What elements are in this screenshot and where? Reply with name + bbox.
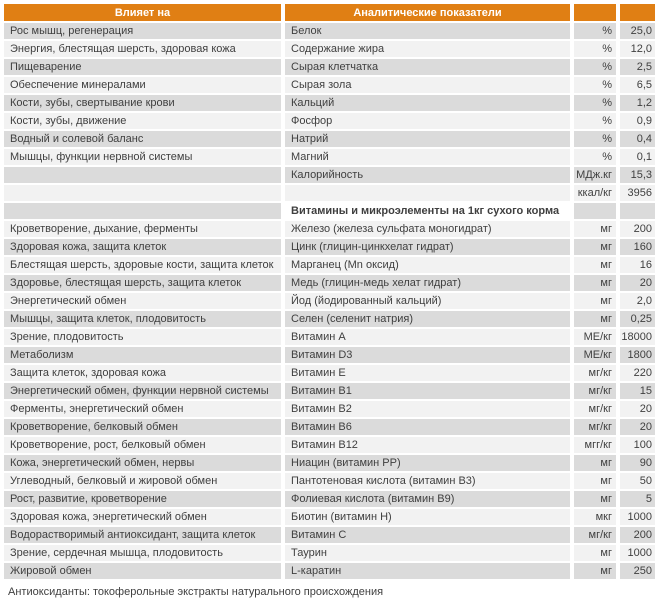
affects-cell: Кости, зубы, свертывание крови <box>4 95 281 111</box>
unit-cell: мг <box>574 311 616 327</box>
affects-cell <box>4 185 281 201</box>
affects-cell: Жировой обмен <box>4 563 281 579</box>
column-header-affects: Влияет на <box>4 4 281 21</box>
indicator-cell: Натрий <box>285 131 570 147</box>
affects-cell: Кроветворение, белковый обмен <box>4 419 281 435</box>
value-cell: 50 <box>620 473 655 489</box>
affects-cell: Защита клеток, здоровая кожа <box>4 365 281 381</box>
section-header-row <box>4 203 655 219</box>
unit-cell: мг <box>574 473 616 489</box>
table-row <box>4 473 655 489</box>
value-cell: 18000 <box>620 329 655 345</box>
indicator-cell: L-каратин <box>285 563 570 579</box>
unit-cell: % <box>574 77 616 93</box>
indicator-cell: Белок <box>285 23 570 39</box>
unit-cell: МЕ/кг <box>574 329 616 345</box>
affects-cell: Зрение, плодовитость <box>4 329 281 345</box>
value-cell: 0,4 <box>620 131 655 147</box>
indicator-cell <box>285 185 570 201</box>
table-row <box>4 275 655 291</box>
table-row <box>4 311 655 327</box>
table-body <box>4 23 655 579</box>
affects-cell <box>4 167 281 183</box>
table-row <box>4 455 655 471</box>
table-row <box>4 347 655 363</box>
unit-cell: % <box>574 59 616 75</box>
indicator-cell: Пантотеновая кислота (витамин В3) <box>285 473 570 489</box>
value-cell: 5 <box>620 491 655 507</box>
indicator-cell: Цинк (глицин-цинкхелат гидрат) <box>285 239 570 255</box>
indicator-cell: Витамин Е <box>285 365 570 381</box>
table-row <box>4 131 655 147</box>
unit-cell: мг/кг <box>574 419 616 435</box>
affects-cell: Энергетический обмен <box>4 293 281 309</box>
unit-cell: мг <box>574 563 616 579</box>
unit-cell: мг <box>574 275 616 291</box>
table-row <box>4 563 655 579</box>
value-cell: 15,3 <box>620 167 655 183</box>
value-cell: 0,25 <box>620 311 655 327</box>
table-row <box>4 23 655 39</box>
indicator-cell: Витамин D3 <box>285 347 570 363</box>
affects-cell: Ферменты, энергетический обмен <box>4 401 281 417</box>
value-cell: 6,5 <box>620 77 655 93</box>
affects-cell: Обеспечение минералами <box>4 77 281 93</box>
affects-cell: Водный и солевой баланс <box>4 131 281 147</box>
indicator-cell: Витамин В6 <box>285 419 570 435</box>
affects-cell: Зрение, сердечная мышца, плодовитость <box>4 545 281 561</box>
table-row <box>4 77 655 93</box>
affects-cell: Здоровье, блестящая шерсть, защита клеток <box>4 275 281 291</box>
unit-cell: МДж.кг <box>574 167 616 183</box>
unit-cell: % <box>574 149 616 165</box>
value-cell: 12,0 <box>620 41 655 57</box>
affects-cell: Здоровая кожа, защита клеток <box>4 239 281 255</box>
unit-cell: мг <box>574 491 616 507</box>
affects-cell: Пищеварение <box>4 59 281 75</box>
value-cell: 160 <box>620 239 655 255</box>
value-cell: 220 <box>620 365 655 381</box>
affects-cell: Энергия, блестящая шерсть, здоровая кожа <box>4 41 281 57</box>
value-cell: 200 <box>620 221 655 237</box>
affects-cell: Блестящая шерсть, здоровые кости, защита клеток <box>4 257 281 273</box>
indicator-cell: Марганец (Mn оксид) <box>285 257 570 273</box>
indicator-cell: Железо (железа сульфата моногидрат) <box>285 221 570 237</box>
unit-cell: мкг <box>574 509 616 525</box>
indicator-cell: Калорийность <box>285 167 570 183</box>
value-cell: 2,0 <box>620 293 655 309</box>
indicator-cell: Кальций <box>285 95 570 111</box>
unit-cell: % <box>574 95 616 111</box>
unit-cell: мг <box>574 293 616 309</box>
indicator-cell: Биотин (витамин Н) <box>285 509 570 525</box>
footer-row <box>4 581 655 601</box>
table-row <box>4 365 655 381</box>
unit-cell <box>574 203 616 219</box>
value-cell: 1,2 <box>620 95 655 111</box>
value-cell: 15 <box>620 383 655 399</box>
table-row <box>4 41 655 57</box>
value-cell: 100 <box>620 437 655 453</box>
table-row <box>4 95 655 111</box>
value-cell: 2,5 <box>620 59 655 75</box>
column-header-unit <box>574 4 616 21</box>
unit-cell: мг/кг <box>574 527 616 543</box>
affects-cell: Энергетический обмен, функции нервной системы <box>4 383 281 399</box>
table-row <box>4 419 655 435</box>
indicator-cell: Витамин С <box>285 527 570 543</box>
nutrition-table <box>0 2 659 603</box>
table-row <box>4 527 655 543</box>
table-row <box>4 509 655 525</box>
table-row <box>4 293 655 309</box>
table-row <box>4 329 655 345</box>
affects-cell: Водорастворимый антиоксидант, защита клеток <box>4 527 281 543</box>
indicator-cell: Сырая зола <box>285 77 570 93</box>
table-row <box>4 185 655 201</box>
value-cell: 20 <box>620 401 655 417</box>
table-row <box>4 383 655 399</box>
unit-cell: мг <box>574 257 616 273</box>
value-cell <box>620 203 655 219</box>
table-row <box>4 401 655 417</box>
unit-cell: % <box>574 131 616 147</box>
indicator-cell: Витамин В2 <box>285 401 570 417</box>
unit-cell: мг <box>574 455 616 471</box>
unit-cell: мг <box>574 545 616 561</box>
indicator-cell: Сырая клетчатка <box>285 59 570 75</box>
footer-note: Антиоксиданты: токоферольные экстракты натурального происхождения <box>4 581 655 601</box>
affects-cell: Кроветворение, рост, белковый обмен <box>4 437 281 453</box>
value-cell: 20 <box>620 419 655 435</box>
affects-cell: Метаболизм <box>4 347 281 363</box>
unit-cell: мг/кг <box>574 365 616 381</box>
unit-cell: % <box>574 113 616 129</box>
affects-cell: Кроветворение, дыхание, ферменты <box>4 221 281 237</box>
value-cell: 25,0 <box>620 23 655 39</box>
indicator-cell: Витамины и микроэлементы на 1кг сухого корма <box>285 203 570 219</box>
affects-cell: Здоровая кожа, энергетический обмен <box>4 509 281 525</box>
indicator-cell: Витамин А <box>285 329 570 345</box>
table-row <box>4 239 655 255</box>
indicator-cell: Фолиевая кислота (витамин В9) <box>285 491 570 507</box>
column-header-indicators: Аналитические показатели <box>285 4 570 21</box>
table-row <box>4 437 655 453</box>
unit-cell: ккал/кг <box>574 185 616 201</box>
affects-cell: Рос мышц, регенерация <box>4 23 281 39</box>
table-row <box>4 491 655 507</box>
value-cell: 1000 <box>620 509 655 525</box>
value-cell: 1000 <box>620 545 655 561</box>
indicator-cell: Медь (глицин-медь хелат гидрат) <box>285 275 570 291</box>
value-cell: 1800 <box>620 347 655 363</box>
indicator-cell: Витамин В12 <box>285 437 570 453</box>
table-row <box>4 149 655 165</box>
value-cell: 16 <box>620 257 655 273</box>
affects-cell <box>4 203 281 219</box>
table-row <box>4 257 655 273</box>
unit-cell: мг <box>574 221 616 237</box>
unit-cell: МЕ/кг <box>574 347 616 363</box>
indicator-cell: Таурин <box>285 545 570 561</box>
column-header-value <box>620 4 655 21</box>
affects-cell: Мышцы, функции нервной системы <box>4 149 281 165</box>
unit-cell: мг/кг <box>574 383 616 399</box>
table-row <box>4 167 655 183</box>
value-cell: 200 <box>620 527 655 543</box>
indicator-cell: Витамин В1 <box>285 383 570 399</box>
table-row <box>4 221 655 237</box>
value-cell: 90 <box>620 455 655 471</box>
indicator-cell: Магний <box>285 149 570 165</box>
indicator-cell: Фосфор <box>285 113 570 129</box>
unit-cell: % <box>574 41 616 57</box>
value-cell: 250 <box>620 563 655 579</box>
unit-cell: мгг/кг <box>574 437 616 453</box>
affects-cell: Углеводный, белковый и жировой обмен <box>4 473 281 489</box>
table-row <box>4 545 655 561</box>
indicator-cell: Йод (йодированный кальций) <box>285 293 570 309</box>
affects-cell: Мышцы, защита клеток, плодовитость <box>4 311 281 327</box>
value-cell: 0,9 <box>620 113 655 129</box>
value-cell: 0,1 <box>620 149 655 165</box>
table-row <box>4 113 655 129</box>
affects-cell: Кости, зубы, движение <box>4 113 281 129</box>
table-row <box>4 59 655 75</box>
affects-cell: Кожа, энергетический обмен, нервы <box>4 455 281 471</box>
affects-cell: Рост, развитие, кроветворение <box>4 491 281 507</box>
indicator-cell: Ниацин (витамин РР) <box>285 455 570 471</box>
unit-cell: мг/кг <box>574 401 616 417</box>
indicator-cell: Селен (селенит натрия) <box>285 311 570 327</box>
table-header-row <box>4 4 655 21</box>
indicator-cell: Содержание жира <box>285 41 570 57</box>
value-cell: 3956 <box>620 185 655 201</box>
unit-cell: % <box>574 23 616 39</box>
value-cell: 20 <box>620 275 655 291</box>
unit-cell: мг <box>574 239 616 255</box>
